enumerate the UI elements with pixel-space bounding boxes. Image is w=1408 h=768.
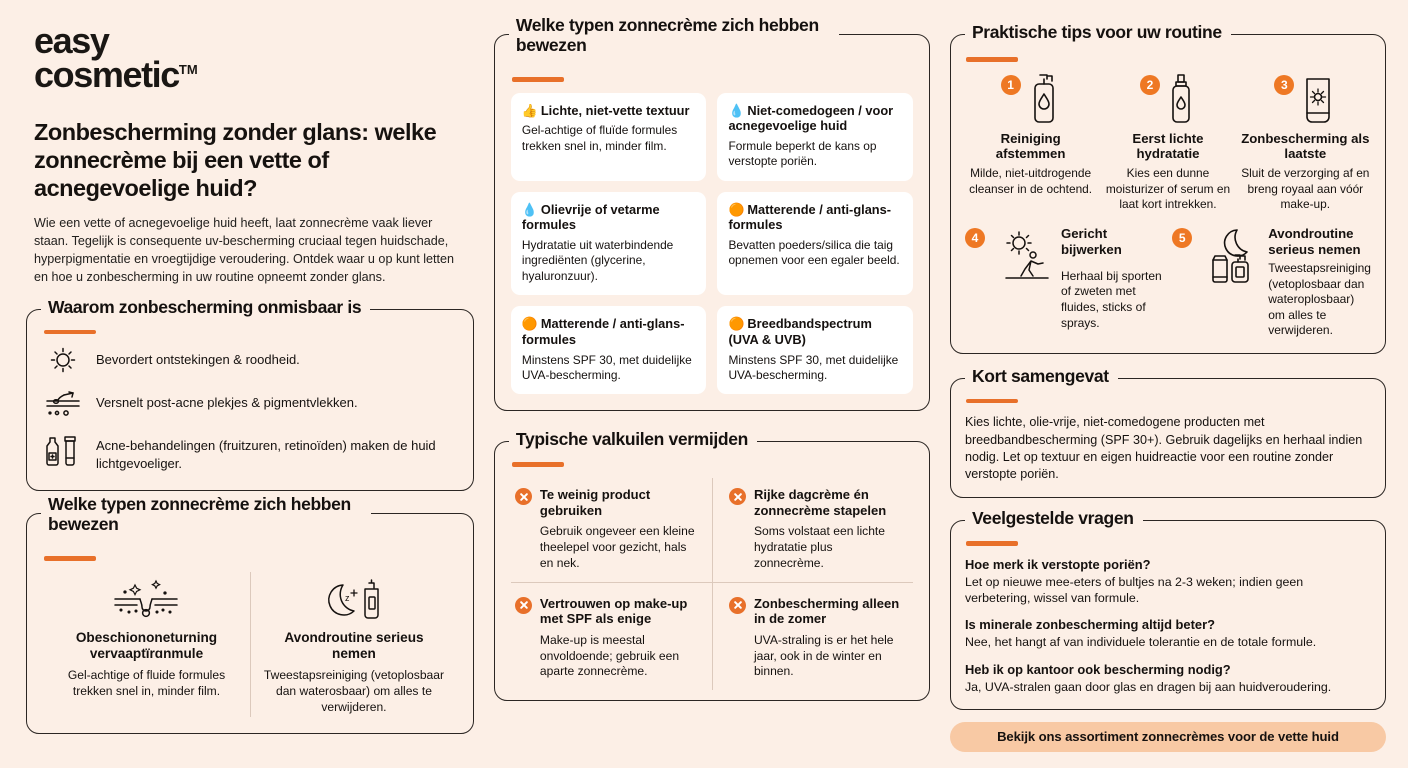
type-tile-head <box>728 316 902 347</box>
type-tile-head <box>522 103 696 119</box>
pitfall-desc: UVA-straling is er het hele jaar, ook in de winter en binnen. <box>753 632 894 679</box>
type-tile-desc: Bevatten poeders/silica die taig opnemen voor een egaler beeld. <box>728 237 900 268</box>
type-tile-title: Breedbandspectrum (UVA & UVB) <box>728 316 872 347</box>
tip-step-desc: Kies een dunne moisturizer of serum en laat kort intrekken. <box>1105 166 1231 211</box>
faq-title: Veelgestelde vragen <box>965 509 1143 529</box>
page-title: Zonbescherming zonder glans: welke zonnecrème bij een vette of acnegevoelige huid? <box>34 118 437 202</box>
practical-tips-title: Praktische tips voor uw routine <box>965 23 1231 43</box>
faq-question: Is minerale zonbescherming altijd beter? <box>964 617 1215 633</box>
pitfall-item <box>712 582 913 691</box>
summary-text: Kies lichte, olie-vrije, niet-comedogene producten met breedbandbescherming (SPF 30+). Gebruik dagelijks en herhaal indien nodig. Let op textuur en eigen huidreactie voor een routine zonder verstopte poriën. <box>964 415 1363 482</box>
step-number-badge: 1 <box>1001 75 1021 95</box>
pitfalls-title: Typische valkuilen vermijden <box>509 430 757 450</box>
pitfall-desc: Gebruik ongeveer een kleine theelepel voor gezicht, hals en nek. <box>539 524 695 570</box>
tip-step <box>965 226 1162 339</box>
pitfall-item <box>712 478 913 582</box>
practical-tips-card <box>950 22 1386 354</box>
orange-circle-icon: 🟠 <box>521 316 538 332</box>
summary-card <box>950 365 1386 499</box>
proven-types-card <box>494 15 930 411</box>
feature-title: Obeschiononeturning vervaaptïrɑnmule <box>75 629 218 661</box>
pitfall-title: Te weinig product gebruiken <box>539 486 651 518</box>
proven-types-title: Welke typen zonnecrème zich hebben bewezen <box>509 16 839 55</box>
tip-step-desc: Sluit de verzorging af en breng royaal aan vóór make-up. <box>1241 166 1370 211</box>
tip-step-name: Gericht bijwerken <box>1060 226 1122 257</box>
pitfall-item <box>511 582 712 691</box>
why-sunscreen-card <box>26 296 474 491</box>
feature-title: Avondroutine serieus nemen <box>284 629 424 661</box>
cross-icon <box>515 488 532 505</box>
type-tile-desc: Gel-achtige of fluïde formules trekken snel in, minder film. <box>521 123 678 153</box>
skin-pigment-icon <box>43 388 83 418</box>
tips-row-one <box>965 73 1371 213</box>
cta-button[interactable]: Bekijk ons assortiment zonnecrèmes voor de vette huid <box>950 722 1386 752</box>
pitfall-head <box>515 596 700 627</box>
accent-bar <box>512 77 564 82</box>
right-column <box>950 18 1386 754</box>
brand-line-2: cosmetic <box>34 53 179 95</box>
type-tile-title: Niet-comedogeen / voor acnegevoelige huid <box>728 102 894 134</box>
pitfall-desc: Soms volstaat een lichte hydratatie plus zonnecrème. <box>753 524 886 570</box>
type-tile-desc: Formule beperkt de kans op verstopte poriën. <box>728 138 877 169</box>
reason-text: Acne-behandelingen (fruitzuren, retinoïden) maken de huid lichtgevoeliger. <box>96 438 436 471</box>
accent-bar <box>966 541 1018 546</box>
accent-bar <box>966 399 1018 404</box>
tip-step-desc: Tweestapsreiniging (vetoplosbaar dan wateroplosbaar) om alles te verwijderen. <box>1268 260 1371 338</box>
pitfall-title: Vertrouwen op make-up met SPF als enige <box>539 595 688 627</box>
tips-row-two <box>965 226 1371 339</box>
type-tile-title: Lichte, niet-vette textuur <box>540 102 690 118</box>
brand-logo <box>34 20 474 95</box>
feature-item <box>43 572 250 718</box>
tip-step-name: Avondroutine serieus nemen <box>1268 226 1361 257</box>
reason-text: Bevordert ontstekingen & roodheid. <box>96 352 300 368</box>
faq-answer: Ja, UVA-stralen gaan door glas en dragen bij aan huidveroudering. <box>964 679 1332 694</box>
bottle-tube-icon <box>43 431 83 469</box>
cross-icon <box>729 597 746 614</box>
type-tile <box>511 192 707 296</box>
faq-card <box>950 508 1386 709</box>
tip-step-top <box>1102 73 1233 129</box>
pitfall-title: Rijke dagcrème én zonnecrème stapelen <box>753 486 887 518</box>
step-number-badge: 3 <box>1274 75 1294 95</box>
tip-step-name: Eerst lichte hydratatie <box>1132 130 1204 161</box>
pitfall-item <box>511 478 712 582</box>
tip-step <box>965 73 1096 213</box>
type-tile-title: Olievrije of vetarme formules <box>521 201 660 233</box>
proven-types-left-card <box>26 494 474 734</box>
reason-item <box>43 431 457 472</box>
step-number-badge: 5 <box>1172 228 1192 248</box>
serum-dropper-icon <box>1166 73 1196 125</box>
sun-runner-icon <box>999 226 1057 339</box>
droplet-icon: 💧 <box>728 102 745 118</box>
proven-types-left-title: Welke typen zonnecrème zich hebben bewezen <box>41 495 371 534</box>
tip-step <box>1102 73 1233 213</box>
cross-icon <box>729 488 746 505</box>
tip-step-name: Zonbescherming als laatste <box>1241 130 1370 161</box>
pitfall-head <box>729 487 901 518</box>
faq-answer: Let op nieuwe mee-eters of bultjes na 2-3 weken; indien geen verbetering, wissel van formule. <box>964 575 1304 606</box>
accent-bar <box>966 57 1018 62</box>
accent-bar <box>44 556 96 561</box>
tip-step-desc: Milde, niet-uitdrogende cleanser in de ochtend. <box>969 166 1093 196</box>
cross-icon <box>515 597 532 614</box>
tip-step-name: Reiniging afstemmen <box>995 130 1066 161</box>
type-tile <box>511 93 707 181</box>
reason-item <box>43 345 457 375</box>
card-body <box>511 55 913 394</box>
faq-item <box>965 617 1371 650</box>
pitfalls-grid <box>511 478 913 690</box>
tip-step <box>1172 226 1371 339</box>
faq-answer: Nee, het hangt af van individuele tolerantie en de totale formule. <box>964 635 1317 650</box>
faq-item <box>965 557 1371 606</box>
summary-title: Kort samengevat <box>965 367 1118 387</box>
orange-circle-icon: 🟠 <box>728 201 745 217</box>
trademark-symbol: TM <box>178 61 198 77</box>
brand-line-1: easy <box>34 20 109 61</box>
feature-item <box>250 572 457 718</box>
type-tile-head <box>522 316 696 347</box>
faq-question: Hoe merk ik verstopte poriën? <box>964 556 1151 572</box>
moon-pump-icon <box>263 576 445 624</box>
tip-step-top <box>1240 73 1371 129</box>
tip-step <box>1240 73 1371 213</box>
type-tiles <box>511 93 913 395</box>
middle-column <box>494 15 930 754</box>
type-tile-title: Matterende / anti-glans-formules <box>521 316 685 347</box>
pitfalls-card <box>494 429 930 701</box>
feature-desc: Tweestapsreiniging (vetoplosbaar dan waterosbaar) om alles te verwijderen. <box>263 668 445 714</box>
step-number-badge: 4 <box>965 228 985 248</box>
type-tile-desc: Minstens SPF 30, met duidelijke UVA-bescherming. <box>521 352 692 382</box>
pitfall-desc: Make-up is meestal onvoldoende; gebruik een aparte zonnecrème. <box>539 632 680 679</box>
type-tile <box>717 192 913 296</box>
tip-step-top <box>965 73 1096 129</box>
feature-desc: Gel-achtige of fluide formules trekken snel in, minder film. <box>67 668 226 698</box>
left-column <box>26 18 474 754</box>
type-tile-desc: Hydratatie uit waterbindende ingrediënten (glycerine, hyaluronzuur). <box>521 237 674 283</box>
type-tile-head <box>728 103 902 134</box>
why-sunscreen-title: Waarom zonbescherming onmisbaar is <box>41 298 370 318</box>
orange-circle-icon: 🟠 <box>728 316 745 332</box>
pitfall-head <box>515 487 700 518</box>
type-tile-head <box>728 202 902 233</box>
reason-item <box>43 388 457 418</box>
sun-icon <box>43 345 83 375</box>
type-tile-title: Matterende / anti-glans-formules <box>728 201 892 233</box>
thumbs-up-icon: 👍 <box>521 102 538 118</box>
type-tile-desc: Minstens SPF 30, met duidelijke UVA-bescherming. <box>728 352 899 382</box>
type-tile-head <box>522 202 696 233</box>
accent-bar <box>512 462 564 467</box>
intro-paragraph: Wie een vette of acnegevoelige huid heeft, laat zonnecrème vaak liever staan. Tegelijk is consequente uv-bescherming cruciaal tegen huidschade, hyperpigmentatie en vroegtijdige veroudering. Ontdek waar u op kunt letten en hoe u zonbescherming in uw routine opneemt zonder glans. <box>34 216 455 284</box>
reason-text: Versnelt post-acne plekjes & pigmentvlekken. <box>96 395 358 411</box>
type-tile <box>717 306 913 394</box>
accent-bar <box>44 330 96 335</box>
droplet-icon: 💧 <box>521 201 538 217</box>
pore-skin-icon <box>55 576 238 624</box>
pitfall-title: Zonbescherming alleen in de zomer <box>753 595 900 627</box>
faq-item <box>965 662 1371 695</box>
step-number-badge: 2 <box>1140 75 1160 95</box>
pitfall-head <box>729 596 901 627</box>
card-body <box>43 534 457 717</box>
type-tile <box>511 306 707 394</box>
faq-question: Heb ik op kantoor ook bescherming nodig? <box>964 661 1231 677</box>
sunscreen-tube-icon <box>1300 73 1336 125</box>
pump-bottle-icon <box>1027 73 1061 125</box>
feature-columns <box>43 572 457 718</box>
type-tile <box>717 93 913 181</box>
svg-text:z: z <box>344 592 350 603</box>
moon-cleanse-icon <box>1206 226 1264 339</box>
tip-step-desc: Herhaal bij sporten of zweten met fluides, sticks of sprays. <box>1060 268 1162 330</box>
